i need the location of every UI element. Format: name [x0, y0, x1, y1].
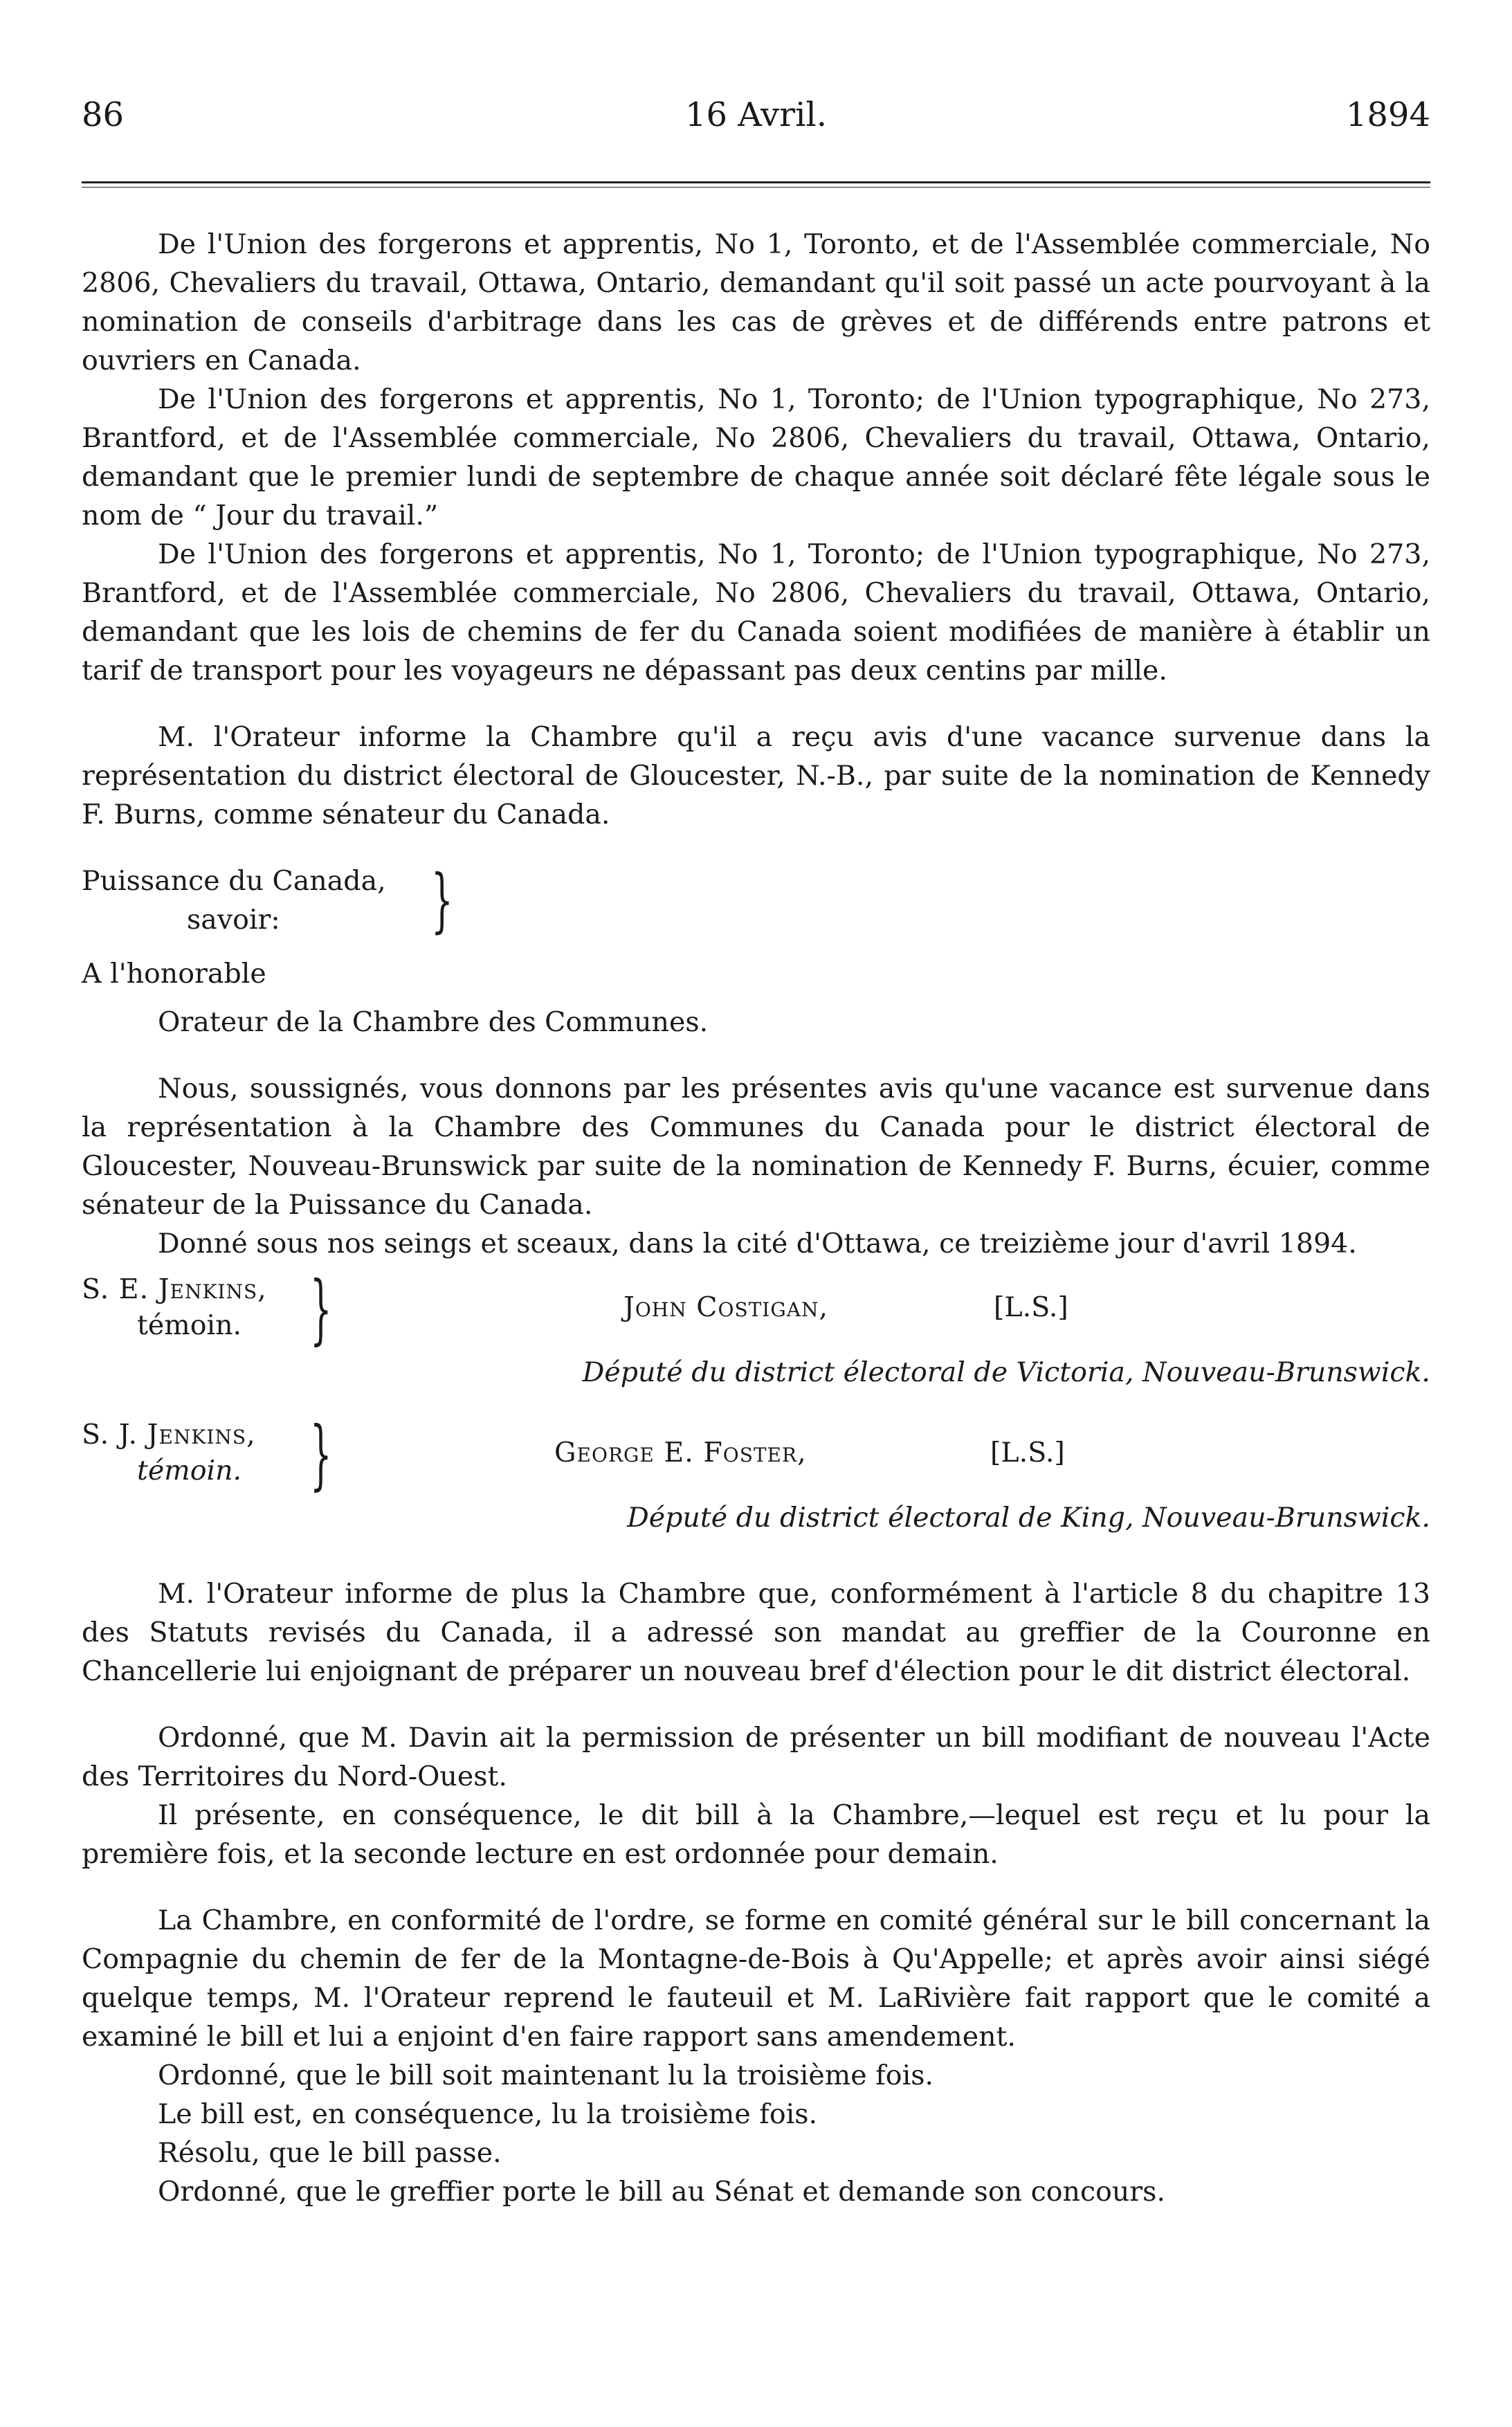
committee-paragraph: Résolu, que le bill passe. [158, 2137, 502, 2169]
davin-paragraph: Ordonné, que M. Davin ait la permission de présenter un bill modifiant de nouveau l'Acte des Territoires du Nord-Ouest. [82, 1722, 1430, 1792]
header-date: 16 Avril. [684, 96, 828, 134]
petition-paragraph: De l'Union des forgerons et apprentis, No 1, Toronto; de l'Union typographique, No 273, Brantford, et de l'Assemblée commerciale, No 2806, Chevaliers du travail, Ottawa, Ontario, demandant que le premier lundi de septembre de chaque année soit déclaré fête légale sous le nom de “ Jour du travail.” [82, 383, 1430, 531]
header-rule-thick [82, 181, 1430, 183]
address-heading [82, 862, 1430, 940]
signature-block [82, 1264, 1430, 1574]
witness-1-name: S. E. Jenkins, [82, 1273, 267, 1305]
davin-paragraph: Il présente, en conséquence, le dit bill à la Chambre,—lequel est reçu et lu pour la première fois, et la seconde lecture en est ordonnée pour demain. [82, 1799, 1430, 1870]
brace-icon: } [431, 860, 453, 940]
header-rule-thin [82, 187, 1430, 188]
committee-paragraph: La Chambre, en conformité de l'ordre, se forme en comité général sur le bill concernant la Compagnie du chemin de fer de la Montagne-de-Bois à Qu'Appelle; et après avoir ainsi siégé quelque temps, M. l'Orateur reprend le fauteuil et M. LaRivière fait rapport que le comité a examiné le bill et lui a enjoint d'en faire rapport sans amendement. [82, 1905, 1430, 2053]
address-line-1: Puissance du Canada, [82, 865, 386, 897]
brace-icon: } [310, 1410, 332, 1498]
letter-paragraph: Donné sous nos seings et sceaux, dans la cité d'Ottawa, ce treizième jour d'avril 1894. [158, 1228, 1357, 1260]
address-honorable: A l'honorable [82, 958, 266, 990]
deputy-2-title: Député du district électoral de King, Nouveau-Brunswick. [627, 1502, 1430, 1534]
witness-1-temoin: témoin. [137, 1309, 242, 1341]
signer-1-name: John Costigan, [623, 1291, 829, 1323]
page-header [82, 96, 1430, 144]
committee-paragraph: Ordonné, que le bill soit maintenant lu la troisième fois. [158, 2060, 934, 2091]
address-orateur: Orateur de la Chambre des Communes. [158, 1006, 709, 1038]
petition-paragraph: De l'Union des forgerons et apprentis, No 1, Toronto; de l'Union typographique, No 273, Brantford, et de l'Assemblée commerciale, No 2806, Chevaliers du travail, Ottawa, Ontario, demandant que les lois de chemins de fer du Canada soient modifiées de manière à établir un tarif de transport pour les voyageurs ne dépassant pas deux centins par mille. [82, 538, 1430, 687]
page-body [82, 225, 1430, 2211]
deputy-1-title: Député du district électoral de Victoria, Nouveau-Brunswick. [582, 1356, 1430, 1388]
warrant-paragraph: M. l'Orateur informe de plus la Chambre que, conformément à l'article 8 du chapitre 13 des Statuts revisés du Canada, il a adressé son mandat au greffier de la Couronne en Chancellerie lui enjoignant de préparer un nouveau bref d'élection pour le dit district électoral. [82, 1578, 1430, 1687]
witness-2-name: S. J. Jenkins, [82, 1419, 256, 1451]
petition-paragraph: De l'Union des forgerons et apprentis, No 1, Toronto, et de l'Assemblée commerciale, No 2806, Chevaliers du travail, Ottawa, Ontario, demandant qu'il soit passé un acte pourvoyant à la nomination de conseils d'arbitrage dans les cas de grèves et de différends entre patrons et ouvriers en Canada. [82, 228, 1430, 376]
brace-icon: } [310, 1264, 332, 1353]
page-number: 86 [82, 96, 125, 134]
address-line-2: savoir: [187, 904, 280, 936]
witness-2-temoin: témoin. [137, 1455, 242, 1487]
vacancy-notice-paragraph: M. l'Orateur informe la Chambre qu'il a reçu avis d'une vacance survenue dans la représentation du district électoral de Gloucester, N.-B., par suite de la nomination de Kennedy F. Burns, comme sénateur du Canada. [82, 721, 1430, 830]
signer-2-seal: [L.S.] [990, 1437, 1065, 1469]
committee-paragraph: Ordonné, que le greffier porte le bill au Sénat et demande son concours. [158, 2176, 1166, 2208]
signer-2-name: George E. Foster, [554, 1437, 807, 1469]
signer-1-seal: [L.S.] [994, 1291, 1068, 1323]
letter-paragraph: Nous, soussignés, vous donnons par les présentes avis qu'une vacance est survenue dans la représentation à la Chambre des Communes du Canada pour le district électoral de Gloucester, Nouveau-Brunswick par suite de la nomination de Kennedy F. Burns, écuier, comme sénateur de la Puissance du Canada. [82, 1073, 1430, 1221]
committee-paragraph: Le bill est, en conséquence, lu la troisième fois. [158, 2098, 818, 2130]
header-year: 1894 [1345, 96, 1430, 134]
